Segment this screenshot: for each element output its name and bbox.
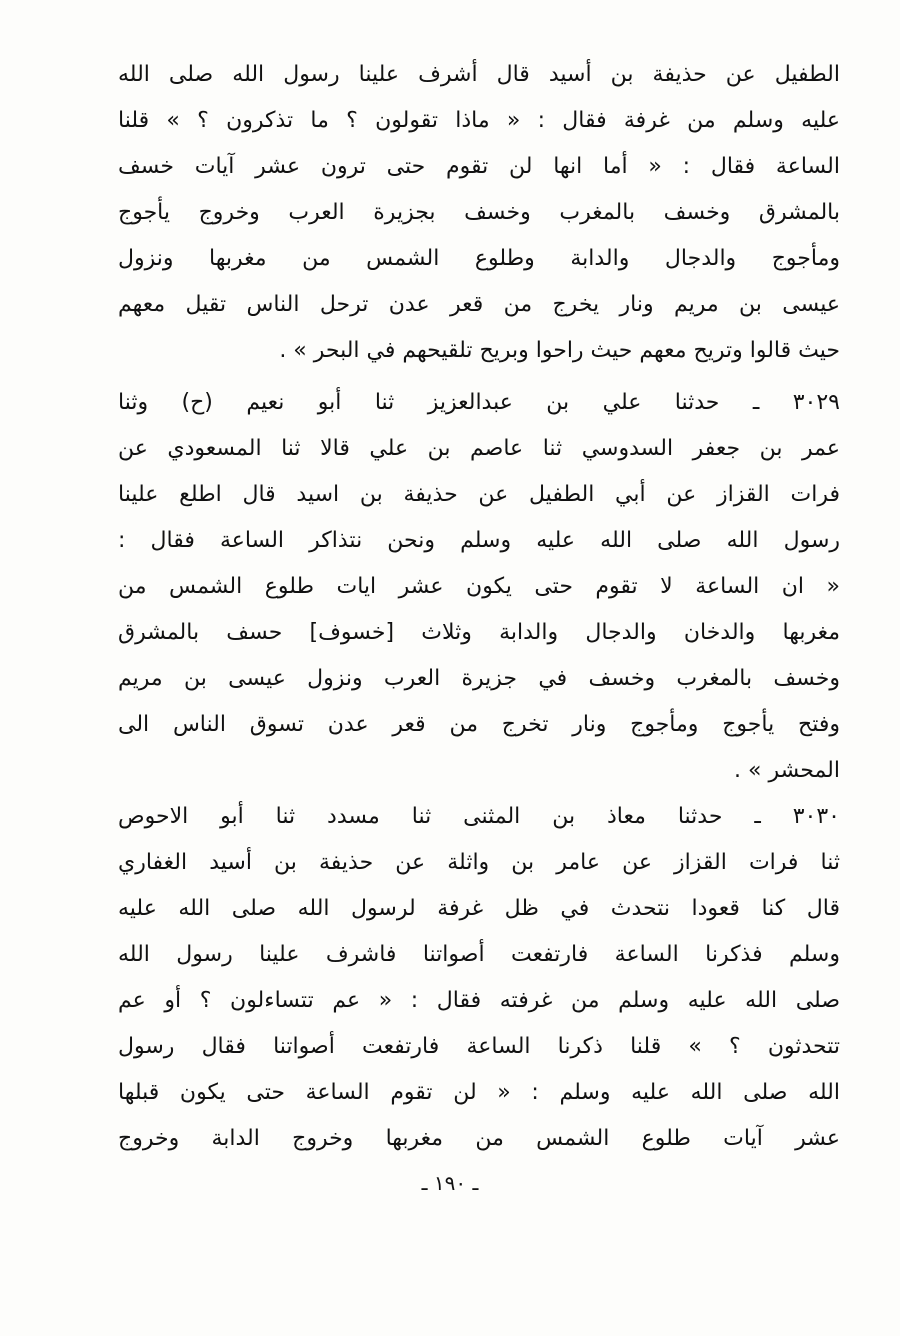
text-line: ٣٠٣٠ ـ حدثنا معاذ بن المثنى ثنا مسدد ثنا أبو الاحوص bbox=[118, 804, 840, 829]
text-line: مغربها والدخان والدجال والدابة وثلاث [خسوف] حسف بالمشرق bbox=[118, 620, 840, 645]
text-line: وخسف بالمغرب وخسف في جزيرة العرب ونزول عيسى بن مريم bbox=[118, 666, 840, 691]
text-line: رسول الله صلى الله عليه وسلم ونحن نتذاكر الساعة فقال : bbox=[118, 528, 840, 553]
text-line: بالمشرق وخسف بالمغرب وخسف بجزيرة العرب وخروج يأجوج bbox=[118, 200, 840, 225]
page-number: ـ ١٩٠ ـ bbox=[421, 1171, 479, 1195]
text-line: الساعة فقال : « أما انها لن تقوم حتى ترون عشر آيات خسف bbox=[118, 154, 840, 179]
text-line: ثنا فرات القزاز عن عامر بن واثلة عن حذيفة بن أسيد الغفاري bbox=[118, 850, 840, 875]
text-line: عمر بن جعفر السدوسي ثنا عاصم بن علي قالا ثنا المسعودي عن bbox=[118, 436, 840, 461]
text-line: ومأجوج والدجال والدابة وطلوع الشمس من مغربها ونزول bbox=[118, 246, 840, 271]
text-line: تتحدثون ؟ » قلنا ذكرنا الساعة فارتفعت أصواتنا فقال رسول bbox=[118, 1034, 840, 1059]
hadith-3030 bbox=[118, 794, 840, 1162]
text-line: الله صلى الله عليه وسلم : « لن تقوم الساعة حتى يكون قبلها bbox=[118, 1080, 840, 1105]
text-line: فرات القزاز عن أبي الطفيل عن حذيفة بن اسيد قال اطلع علينا bbox=[118, 482, 840, 507]
text-line: وفتح يأجوج ومأجوج ونار تخرج من قعر عدن تسوق الناس الى bbox=[118, 712, 840, 737]
hadith-3029 bbox=[118, 380, 840, 794]
text-line: ٣٠٢٩ ـ حدثنا علي بن عبدالعزيز ثنا أبو نعيم (ح) وثنا bbox=[118, 390, 840, 415]
text-line: الطفيل عن حذيفة بن أسيد قال أشرف علينا رسول الله صلى الله bbox=[118, 62, 840, 87]
text-line: حيث قالوا وتريح معهم حيث راحوا وبريح تلقيحهم في البحر » . bbox=[279, 338, 840, 363]
text-line: عشر آيات طلوع الشمس من مغربها وخروج الدابة وخروج bbox=[118, 1126, 840, 1151]
text-line: عليه وسلم من غرفة فقال : « ماذا تقولون ؟ ما تذكرون ؟ » قلنا bbox=[118, 108, 840, 133]
paragraph-continuation bbox=[118, 52, 840, 374]
text-line: وسلم فذكرنا الساعة فارتفعت أصواتنا فاشرف علينا رسول الله bbox=[118, 942, 840, 967]
text-line: المحشر » . bbox=[734, 758, 840, 783]
text-line: قال كنا قعودا نتحدث في ظل غرفة لرسول الله صلى الله عليه bbox=[118, 896, 840, 921]
text-line: عيسى بن مريم ونار يخرج من قعر عدن ترحل الناس تقيل معهم bbox=[118, 292, 840, 317]
text-line: صلى الله عليه وسلم من غرفته فقال : « عم تتساءلون ؟ أو عم bbox=[118, 988, 840, 1013]
text-line: « ان الساعة لا تقوم حتى يكون عشر ايات طلوع الشمس من bbox=[118, 574, 840, 599]
